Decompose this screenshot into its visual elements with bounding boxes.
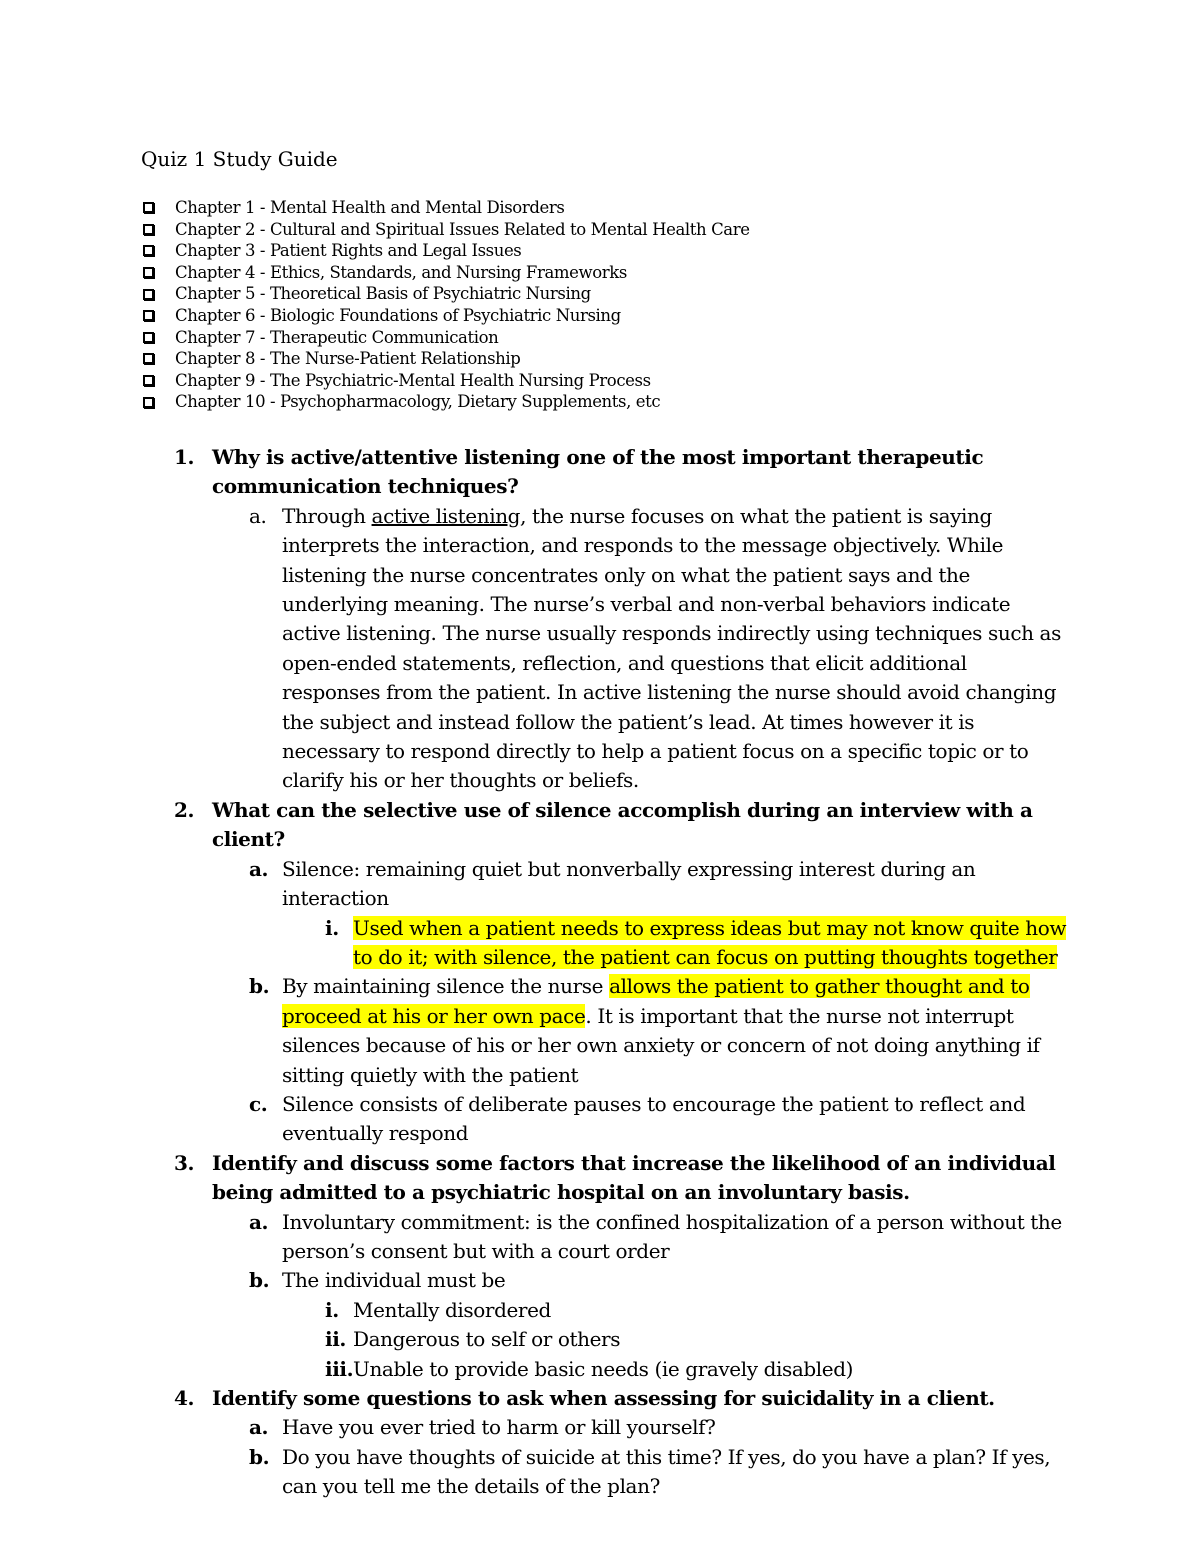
answer-marker: b. bbox=[249, 1444, 270, 1469]
answer-item bbox=[170, 1413, 1070, 1442]
checklist-item bbox=[143, 240, 750, 262]
answer-marker: a. bbox=[249, 1415, 269, 1440]
question-4 bbox=[170, 1384, 1070, 1413]
chapter-label: Chapter 4 - Ethics, Standards, and Nursing Frameworks bbox=[175, 262, 627, 282]
sub-answer-text: Unable to provide basic needs (ie gravely disabled) bbox=[353, 1356, 854, 1381]
question-text: Identify some questions to ask when assessing for suicidality in a client. bbox=[212, 1386, 995, 1410]
checklist-item bbox=[143, 348, 750, 370]
answer-text: The individual must be bbox=[282, 1268, 506, 1293]
answer-text: Have you ever tried to harm or kill yourself? bbox=[282, 1415, 716, 1440]
sub-answer-item bbox=[170, 1355, 1070, 1384]
checkbox-icon bbox=[143, 375, 154, 386]
question-number: 1. bbox=[174, 445, 195, 469]
checkbox-icon bbox=[143, 267, 154, 278]
checklist-item bbox=[143, 305, 750, 327]
answer-item bbox=[170, 972, 1070, 1090]
chapter-label: Chapter 10 - Psychopharmacology, Dietary Supplements, etc bbox=[175, 392, 661, 412]
checkbox-icon bbox=[143, 289, 154, 300]
chapter-label: Chapter 3 - Patient Rights and Legal Issues bbox=[175, 241, 522, 261]
sub-answer-marker: ii. bbox=[325, 1327, 346, 1352]
answer-marker: c. bbox=[249, 1091, 268, 1116]
answer-marker: b. bbox=[249, 1268, 270, 1293]
sub-answer-text: Dangerous to self or others bbox=[353, 1327, 621, 1352]
answer-marker: b. bbox=[249, 974, 270, 999]
checkbox-icon bbox=[143, 332, 154, 343]
answer-text: Silence: remaining quiet but nonverbally expressing interest during an interaction bbox=[282, 856, 976, 911]
checklist-item bbox=[143, 262, 750, 284]
question-3 bbox=[170, 1149, 1070, 1208]
checkbox-icon bbox=[143, 397, 154, 408]
sub-answer-item bbox=[170, 914, 1070, 973]
answer-text: Do you have thoughts of suicide at this time? If yes, do you have a plan? If yes, can you tell me the details of the plan? bbox=[282, 1444, 1051, 1499]
question-text: What can the selective use of silence accomplish during an interview with a client? bbox=[212, 797, 1033, 852]
sub-answer-item bbox=[170, 1325, 1070, 1354]
checkbox-icon bbox=[143, 224, 154, 235]
sub-answer-marker: i. bbox=[325, 1297, 339, 1322]
checklist-item bbox=[143, 391, 750, 413]
answer-marker: a. bbox=[249, 856, 269, 881]
answer-marker: a. bbox=[249, 1209, 269, 1234]
answer-marker: a. bbox=[249, 503, 267, 528]
chapter-checklist bbox=[143, 197, 750, 413]
answer-text: By maintaining silence the nurse bbox=[282, 974, 610, 999]
question-number: 4. bbox=[174, 1386, 195, 1410]
answer-text: Involuntary commitment: is the confined hospitalization of a person without the person’s consent but with a court order bbox=[282, 1209, 1062, 1263]
sub-answer-marker: i. bbox=[325, 915, 339, 940]
page-title: Quiz 1 Study Guide bbox=[141, 147, 338, 171]
question-number: 2. bbox=[174, 797, 195, 822]
answer-item bbox=[170, 502, 1070, 796]
chapter-label: Chapter 1 - Mental Health and Mental Disorders bbox=[175, 198, 565, 217]
checkbox-icon bbox=[143, 353, 154, 364]
question-1 bbox=[170, 443, 1070, 502]
sub-answer-text: Mentally disordered bbox=[353, 1297, 551, 1322]
chapter-label: Chapter 5 - Theoretical Basis of Psychiatric Nursing bbox=[175, 284, 591, 304]
answer-text: . It is important that the nurse not interrupt silences because of his or her own anxiety or concern of not doing anything if sitting quietly with the patient bbox=[282, 1003, 1040, 1087]
underlined-term: active listening bbox=[371, 503, 521, 528]
checklist-item bbox=[143, 219, 750, 241]
checkbox-icon bbox=[143, 245, 154, 256]
sub-answer-marker: iii. bbox=[325, 1356, 354, 1381]
chapter-label: Chapter 2 - Cultural and Spiritual Issues Related to Mental Health Care bbox=[175, 219, 750, 239]
chapter-label: Chapter 8 - The Nurse-Patient Relationship bbox=[175, 349, 521, 369]
answer-item bbox=[170, 855, 1070, 914]
checkbox-icon bbox=[143, 202, 154, 213]
highlighted-text: Used when a patient needs to express ideas but may not know quite how to do it; with silence, the patient can focus on putting thoughts together bbox=[353, 915, 1067, 969]
checklist-item bbox=[143, 327, 750, 349]
chapter-label: Chapter 9 - The Psychiatric-Mental Health Nursing Process bbox=[175, 370, 651, 390]
answer-item bbox=[170, 1208, 1070, 1267]
checkbox-icon bbox=[143, 310, 154, 321]
question-list bbox=[170, 443, 1070, 1502]
answer-item bbox=[170, 1090, 1070, 1149]
checklist-item bbox=[143, 370, 750, 392]
checklist-item bbox=[143, 283, 750, 305]
chapter-label: Chapter 7 - Therapeutic Communication bbox=[175, 327, 499, 347]
answer-item bbox=[170, 1443, 1070, 1502]
question-number: 3. bbox=[174, 1150, 195, 1175]
checklist-item bbox=[143, 197, 750, 219]
sub-answer-item bbox=[170, 1296, 1070, 1325]
answer-text: , the nurse focuses on what the patient is saying interprets the interaction, and responds to the message objectively. While listening the nurse concentrates only on what the patient says and the underlying meaning. The nurse’s verbal and non-verbal behaviors indicate active listening. The nurse usually responds indirectly using techniques such as open-ended statements, reflection, and questions that elicit additional responses from the patient. In active listening the nurse should avoid changing the subject and instead follow the patient’s lead. At times however it is necessary to respond directly to help a patient focus on a specific topic or to clarify his or her thoughts or beliefs. bbox=[282, 503, 1061, 793]
answer-text: Silence consists of deliberate pauses to encourage the patient to reflect and eventually respond bbox=[282, 1091, 1026, 1146]
answer-item bbox=[170, 1266, 1070, 1295]
chapter-label: Chapter 6 - Biologic Foundations of Psychiatric Nursing bbox=[175, 305, 621, 325]
highlighted-text: allows the patient to gather thought and to proceed at his or her own pace bbox=[282, 974, 1030, 1028]
question-text: Identify and discuss some factors that increase the likelihood of an individual being admitted to a psychiatric hospital on an involuntary basis. bbox=[212, 1150, 1056, 1205]
answer-text: Through bbox=[282, 503, 372, 528]
question-text: Why is active/attentive listening one of the most important therapeutic communication techniques? bbox=[212, 445, 984, 499]
question-2 bbox=[170, 796, 1070, 855]
